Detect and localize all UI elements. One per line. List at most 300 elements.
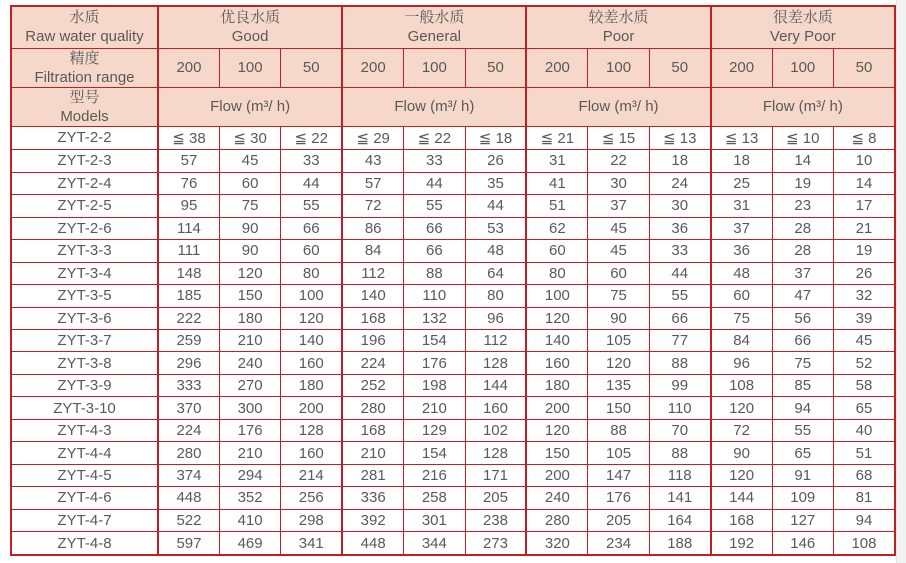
flow-value-cell: 37: [711, 217, 772, 239]
flow-value-cell: 51: [526, 195, 587, 217]
flow-value-cell: 240: [219, 352, 280, 374]
flow-value-cell: 58: [833, 374, 895, 396]
flow-value-cell: 210: [219, 442, 280, 464]
flow-value-cell: ≦ 10: [772, 126, 833, 150]
quality-general-zh: 一般水质: [404, 9, 465, 27]
flow-value-cell: 47: [772, 285, 833, 307]
flow-value-cell: 200: [526, 397, 587, 419]
raw-water-quality-zh: 水质: [69, 9, 100, 27]
table-row: [11, 442, 895, 464]
micron-cell: 100: [404, 48, 465, 87]
flow-value-cell: 14: [772, 150, 833, 172]
flow-value-cell: 100: [281, 285, 342, 307]
models-header: [11, 87, 158, 126]
flow-value-cell: 60: [588, 262, 649, 284]
table-row: [11, 217, 895, 239]
flow-value-cell: 259: [158, 329, 219, 351]
flow-value-cell: 35: [465, 172, 526, 194]
flow-value-cell: 60: [281, 240, 342, 262]
flow-value-cell: 90: [219, 217, 280, 239]
raw-water-quality-header: [11, 6, 158, 48]
flow-value-cell: 164: [649, 509, 710, 531]
flow-value-cell: 26: [465, 150, 526, 172]
flow-value-cell: 75: [772, 352, 833, 374]
flow-value-cell: 44: [281, 172, 342, 194]
table-row: [11, 262, 895, 284]
flow-value-cell: 281: [342, 464, 403, 486]
flow-value-cell: 448: [342, 532, 403, 555]
flow-value-cell: 18: [711, 150, 772, 172]
flow-value-cell: 144: [465, 374, 526, 396]
flow-value-cell: 24: [649, 172, 710, 194]
flow-value-cell: 18: [649, 150, 710, 172]
flow-value-cell: 96: [711, 352, 772, 374]
flow-value-cell: 110: [649, 397, 710, 419]
flow-value-cell: 28: [772, 217, 833, 239]
flow-value-cell: 185: [158, 285, 219, 307]
flow-value-cell: 240: [526, 487, 587, 509]
quality-header-good: [158, 6, 342, 48]
flow-value-cell: 180: [219, 307, 280, 329]
flow-value-cell: 150: [588, 397, 649, 419]
micron-cell: 50: [833, 48, 895, 87]
flow-label-cell: Flow (m³/ h): [711, 87, 895, 126]
flow-value-cell: 120: [219, 262, 280, 284]
quality-header-general: [342, 6, 526, 48]
flow-value-cell: 105: [588, 442, 649, 464]
flow-value-cell: 25: [711, 172, 772, 194]
flow-value-cell: 102: [465, 419, 526, 441]
flow-value-cell: ≦ 30: [219, 126, 280, 150]
flow-value-cell: 84: [342, 240, 403, 262]
flow-value-cell: 94: [833, 509, 895, 531]
model-cell: ZYT-4-8: [11, 532, 158, 555]
model-cell: ZYT-2-6: [11, 217, 158, 239]
header-row-filtration: [11, 48, 895, 87]
flow-value-cell: 23: [772, 195, 833, 217]
micron-cell: 200: [158, 48, 219, 87]
flow-value-cell: 120: [711, 464, 772, 486]
flow-value-cell: 112: [465, 329, 526, 351]
flow-value-cell: 57: [342, 172, 403, 194]
flow-value-cell: ≦ 15: [588, 126, 649, 150]
micron-cell: 100: [588, 48, 649, 87]
flow-value-cell: ≦ 13: [649, 126, 710, 150]
flow-value-cell: 141: [649, 487, 710, 509]
flow-value-cell: 150: [526, 442, 587, 464]
flow-value-cell: 45: [588, 240, 649, 262]
flow-value-cell: 320: [526, 532, 587, 555]
flow-value-cell: 94: [772, 397, 833, 419]
flow-value-cell: ≦ 13: [711, 126, 772, 150]
flow-value-cell: 160: [526, 352, 587, 374]
flow-value-cell: 140: [281, 329, 342, 351]
flow-value-cell: 120: [526, 307, 587, 329]
flow-value-cell: 160: [465, 397, 526, 419]
table-row: [11, 285, 895, 307]
model-cell: ZYT-3-10: [11, 397, 158, 419]
flow-value-cell: 100: [526, 285, 587, 307]
flow-value-cell: 10: [833, 150, 895, 172]
table-row: [11, 150, 895, 172]
flow-value-cell: ≦ 21: [526, 126, 587, 150]
model-cell: ZYT-3-7: [11, 329, 158, 351]
table-row: [11, 397, 895, 419]
flow-value-cell: 66: [281, 217, 342, 239]
flow-value-cell: 300: [219, 397, 280, 419]
model-cell: ZYT-4-4: [11, 442, 158, 464]
flow-value-cell: 214: [281, 464, 342, 486]
flow-value-cell: 65: [833, 397, 895, 419]
table-row: [11, 419, 895, 441]
flow-value-cell: 77: [649, 329, 710, 351]
flow-value-cell: 96: [465, 307, 526, 329]
flow-value-cell: 55: [772, 419, 833, 441]
filtration-range-header: [11, 48, 158, 87]
table-row: [11, 240, 895, 262]
flow-rate-table: [10, 5, 896, 556]
micron-cell: 200: [526, 48, 587, 87]
flow-value-cell: 31: [526, 150, 587, 172]
flow-value-cell: 273: [465, 532, 526, 555]
flow-value-cell: ≦ 22: [404, 126, 465, 150]
flow-value-cell: 234: [588, 532, 649, 555]
flow-value-cell: 258: [404, 487, 465, 509]
model-cell: ZYT-2-3: [11, 150, 158, 172]
micron-cell: 100: [772, 48, 833, 87]
quality-header-poor: [526, 6, 710, 48]
quality-very-poor-en: Very Poor: [769, 28, 836, 46]
flow-value-cell: 44: [649, 262, 710, 284]
flow-value-cell: 224: [342, 352, 403, 374]
flow-value-cell: 341: [281, 532, 342, 555]
table-row: [11, 509, 895, 531]
quality-good-en: Good: [231, 28, 269, 46]
flow-value-cell: 224: [158, 419, 219, 441]
flow-value-cell: 60: [711, 285, 772, 307]
flow-value-cell: 17: [833, 195, 895, 217]
flow-value-cell: 210: [219, 329, 280, 351]
flow-value-cell: 109: [772, 487, 833, 509]
flow-value-cell: 118: [649, 464, 710, 486]
flow-value-cell: 26: [833, 262, 895, 284]
micron-cell: 100: [219, 48, 280, 87]
flow-value-cell: 33: [281, 150, 342, 172]
flow-value-cell: 66: [404, 240, 465, 262]
flow-value-cell: 522: [158, 509, 219, 531]
quality-good-zh: 优良水质: [220, 9, 281, 27]
flow-value-cell: 188: [649, 532, 710, 555]
table-row: [11, 464, 895, 486]
flow-value-cell: 51: [833, 442, 895, 464]
flow-value-cell: 88: [588, 419, 649, 441]
flow-value-cell: 105: [588, 329, 649, 351]
flow-value-cell: 128: [281, 419, 342, 441]
flow-value-cell: ≦ 29: [342, 126, 403, 150]
flow-value-cell: 301: [404, 509, 465, 531]
header-row-models: [11, 87, 895, 126]
page-edge-strip: [896, 0, 906, 563]
flow-value-cell: ≦ 38: [158, 126, 219, 150]
flow-value-cell: 44: [465, 195, 526, 217]
flow-value-cell: 57: [158, 150, 219, 172]
flow-value-cell: 333: [158, 374, 219, 396]
flow-value-cell: 110: [404, 285, 465, 307]
flow-value-cell: 168: [342, 307, 403, 329]
flow-value-cell: 44: [404, 172, 465, 194]
flow-value-cell: 45: [833, 329, 895, 351]
flow-value-cell: 114: [158, 217, 219, 239]
flow-value-cell: 30: [588, 172, 649, 194]
flow-value-cell: 176: [404, 352, 465, 374]
model-cell: ZYT-3-4: [11, 262, 158, 284]
flow-value-cell: 56: [772, 307, 833, 329]
flow-value-cell: 374: [158, 464, 219, 486]
model-cell: ZYT-4-3: [11, 419, 158, 441]
model-cell: ZYT-3-5: [11, 285, 158, 307]
model-cell: ZYT-2-5: [11, 195, 158, 217]
flow-value-cell: 392: [342, 509, 403, 531]
flow-value-cell: 148: [158, 262, 219, 284]
flow-value-cell: 80: [281, 262, 342, 284]
flow-value-cell: 66: [772, 329, 833, 351]
flow-value-cell: 45: [219, 150, 280, 172]
flow-value-cell: 147: [588, 464, 649, 486]
flow-value-cell: 280: [342, 397, 403, 419]
flow-value-cell: 168: [711, 509, 772, 531]
flow-value-cell: 298: [281, 509, 342, 531]
model-cell: ZYT-3-8: [11, 352, 158, 374]
flow-value-cell: 37: [588, 195, 649, 217]
table-header: [11, 6, 895, 126]
flow-value-cell: 296: [158, 352, 219, 374]
flow-value-cell: 112: [342, 262, 403, 284]
flow-value-cell: 160: [281, 442, 342, 464]
flow-value-cell: 597: [158, 532, 219, 555]
flow-value-cell: 108: [711, 374, 772, 396]
flow-value-cell: 294: [219, 464, 280, 486]
flow-value-cell: 144: [711, 487, 772, 509]
flow-value-cell: 120: [711, 397, 772, 419]
flow-value-cell: 88: [649, 442, 710, 464]
flow-value-cell: 76: [158, 172, 219, 194]
flow-value-cell: 72: [342, 195, 403, 217]
flow-value-cell: 210: [342, 442, 403, 464]
flow-value-cell: 180: [526, 374, 587, 396]
flow-value-cell: 19: [833, 240, 895, 262]
flow-value-cell: 21: [833, 217, 895, 239]
flow-value-cell: 196: [342, 329, 403, 351]
flow-value-cell: 205: [465, 487, 526, 509]
models-en: Models: [60, 107, 109, 125]
flow-value-cell: 22: [588, 150, 649, 172]
flow-value-cell: 146: [772, 532, 833, 555]
flow-value-cell: 216: [404, 464, 465, 486]
flow-value-cell: 60: [219, 172, 280, 194]
flow-value-cell: 280: [158, 442, 219, 464]
flow-value-cell: 90: [588, 307, 649, 329]
model-cell: ZYT-4-7: [11, 509, 158, 531]
flow-value-cell: 280: [526, 509, 587, 531]
flow-value-cell: 238: [465, 509, 526, 531]
quality-header-very-poor: [711, 6, 895, 48]
flow-value-cell: 370: [158, 397, 219, 419]
flow-value-cell: 81: [833, 487, 895, 509]
table-row: [11, 307, 895, 329]
flow-value-cell: 129: [404, 419, 465, 441]
flow-value-cell: 168: [342, 419, 403, 441]
micron-cell: 200: [711, 48, 772, 87]
flow-value-cell: 43: [342, 150, 403, 172]
flow-value-cell: 222: [158, 307, 219, 329]
flow-value-cell: 88: [404, 262, 465, 284]
flow-value-cell: 127: [772, 509, 833, 531]
flow-value-cell: 336: [342, 487, 403, 509]
flow-value-cell: 33: [404, 150, 465, 172]
table-row: [11, 352, 895, 374]
table-row: [11, 374, 895, 396]
micron-cell: 50: [649, 48, 710, 87]
flow-value-cell: 198: [404, 374, 465, 396]
flow-value-cell: 48: [711, 262, 772, 284]
flow-value-cell: 37: [772, 262, 833, 284]
flow-value-cell: 270: [219, 374, 280, 396]
raw-water-quality-en: Raw water quality: [25, 28, 144, 46]
flow-value-cell: 154: [404, 329, 465, 351]
flow-value-cell: 252: [342, 374, 403, 396]
model-cell: ZYT-4-6: [11, 487, 158, 509]
flow-value-cell: 36: [649, 217, 710, 239]
flow-value-cell: 410: [219, 509, 280, 531]
flow-value-cell: 86: [342, 217, 403, 239]
flow-value-cell: ≦ 22: [281, 126, 342, 150]
table-row: [11, 172, 895, 194]
quality-very-poor-zh: 很差水质: [772, 9, 833, 27]
flow-value-cell: 200: [526, 464, 587, 486]
model-cell: ZYT-4-5: [11, 464, 158, 486]
flow-value-cell: 90: [711, 442, 772, 464]
flow-value-cell: 140: [526, 329, 587, 351]
micron-cell: 50: [281, 48, 342, 87]
flow-value-cell: 28: [772, 240, 833, 262]
table-row: [11, 487, 895, 509]
filtration-range-en: Filtration range: [34, 68, 135, 86]
flow-value-cell: 40: [833, 419, 895, 441]
flow-value-cell: 36: [711, 240, 772, 262]
micron-cell: 200: [342, 48, 403, 87]
flow-value-cell: 95: [158, 195, 219, 217]
flow-value-cell: 30: [649, 195, 710, 217]
model-cell: ZYT-3-9: [11, 374, 158, 396]
quality-general-en: General: [407, 28, 462, 46]
flow-value-cell: 111: [158, 240, 219, 262]
flow-value-cell: 135: [588, 374, 649, 396]
table-row: [11, 126, 895, 150]
flow-value-cell: 108: [833, 532, 895, 555]
flow-value-cell: 150: [219, 285, 280, 307]
flow-value-cell: 45: [588, 217, 649, 239]
flow-value-cell: 84: [711, 329, 772, 351]
model-cell: ZYT-2-2: [11, 126, 158, 150]
flow-value-cell: 55: [281, 195, 342, 217]
models-zh: 型号: [69, 88, 100, 106]
flow-value-cell: 75: [219, 195, 280, 217]
quality-poor-zh: 较差水质: [588, 9, 649, 27]
flow-value-cell: 171: [465, 464, 526, 486]
flow-value-cell: 180: [281, 374, 342, 396]
flow-value-cell: 176: [219, 419, 280, 441]
flow-value-cell: 75: [711, 307, 772, 329]
flow-value-cell: 192: [711, 532, 772, 555]
micron-cell: 50: [465, 48, 526, 87]
table-row: [11, 532, 895, 555]
flow-value-cell: 14: [833, 172, 895, 194]
flow-label-cell: Flow (m³/ h): [342, 87, 526, 126]
flow-value-cell: 90: [219, 240, 280, 262]
flow-value-cell: 91: [772, 464, 833, 486]
flow-value-cell: 80: [526, 262, 587, 284]
flow-value-cell: 68: [833, 464, 895, 486]
flow-value-cell: 344: [404, 532, 465, 555]
flow-value-cell: 352: [219, 487, 280, 509]
flow-value-cell: 31: [711, 195, 772, 217]
flow-value-cell: 41: [526, 172, 587, 194]
model-cell: ZYT-2-4: [11, 172, 158, 194]
flow-value-cell: 70: [649, 419, 710, 441]
flow-value-cell: ≦ 18: [465, 126, 526, 150]
quality-poor-en: Poor: [602, 28, 635, 46]
flow-value-cell: ≦ 8: [833, 126, 895, 150]
flow-value-cell: 200: [281, 397, 342, 419]
flow-value-cell: 72: [711, 419, 772, 441]
filtration-range-zh: 精度: [69, 49, 100, 67]
flow-value-cell: 160: [281, 352, 342, 374]
flow-value-cell: 256: [281, 487, 342, 509]
flow-value-cell: 66: [649, 307, 710, 329]
flow-value-cell: 120: [281, 307, 342, 329]
flow-value-cell: 64: [465, 262, 526, 284]
model-cell: ZYT-3-3: [11, 240, 158, 262]
flow-value-cell: 132: [404, 307, 465, 329]
flow-value-cell: 48: [465, 240, 526, 262]
flow-label-cell: Flow (m³/ h): [526, 87, 710, 126]
flow-value-cell: 80: [465, 285, 526, 307]
flow-value-cell: 66: [404, 217, 465, 239]
flow-value-cell: 140: [342, 285, 403, 307]
flow-value-cell: 52: [833, 352, 895, 374]
flow-value-cell: 75: [588, 285, 649, 307]
flow-value-cell: 448: [158, 487, 219, 509]
flow-value-cell: 55: [404, 195, 465, 217]
flow-value-cell: 55: [649, 285, 710, 307]
flow-value-cell: 65: [772, 442, 833, 464]
flow-value-cell: 19: [772, 172, 833, 194]
header-row-quality: [11, 6, 895, 48]
flow-value-cell: 205: [588, 509, 649, 531]
flow-value-cell: 39: [833, 307, 895, 329]
flow-value-cell: 154: [404, 442, 465, 464]
flow-label-cell: Flow (m³/ h): [158, 87, 342, 126]
flow-value-cell: 210: [404, 397, 465, 419]
flow-value-cell: 120: [526, 419, 587, 441]
flow-value-cell: 88: [649, 352, 710, 374]
model-cell: ZYT-3-6: [11, 307, 158, 329]
flow-value-cell: 60: [526, 240, 587, 262]
flow-value-cell: 85: [772, 374, 833, 396]
table-body: [11, 126, 895, 555]
table-row: [11, 329, 895, 351]
flow-value-cell: 62: [526, 217, 587, 239]
